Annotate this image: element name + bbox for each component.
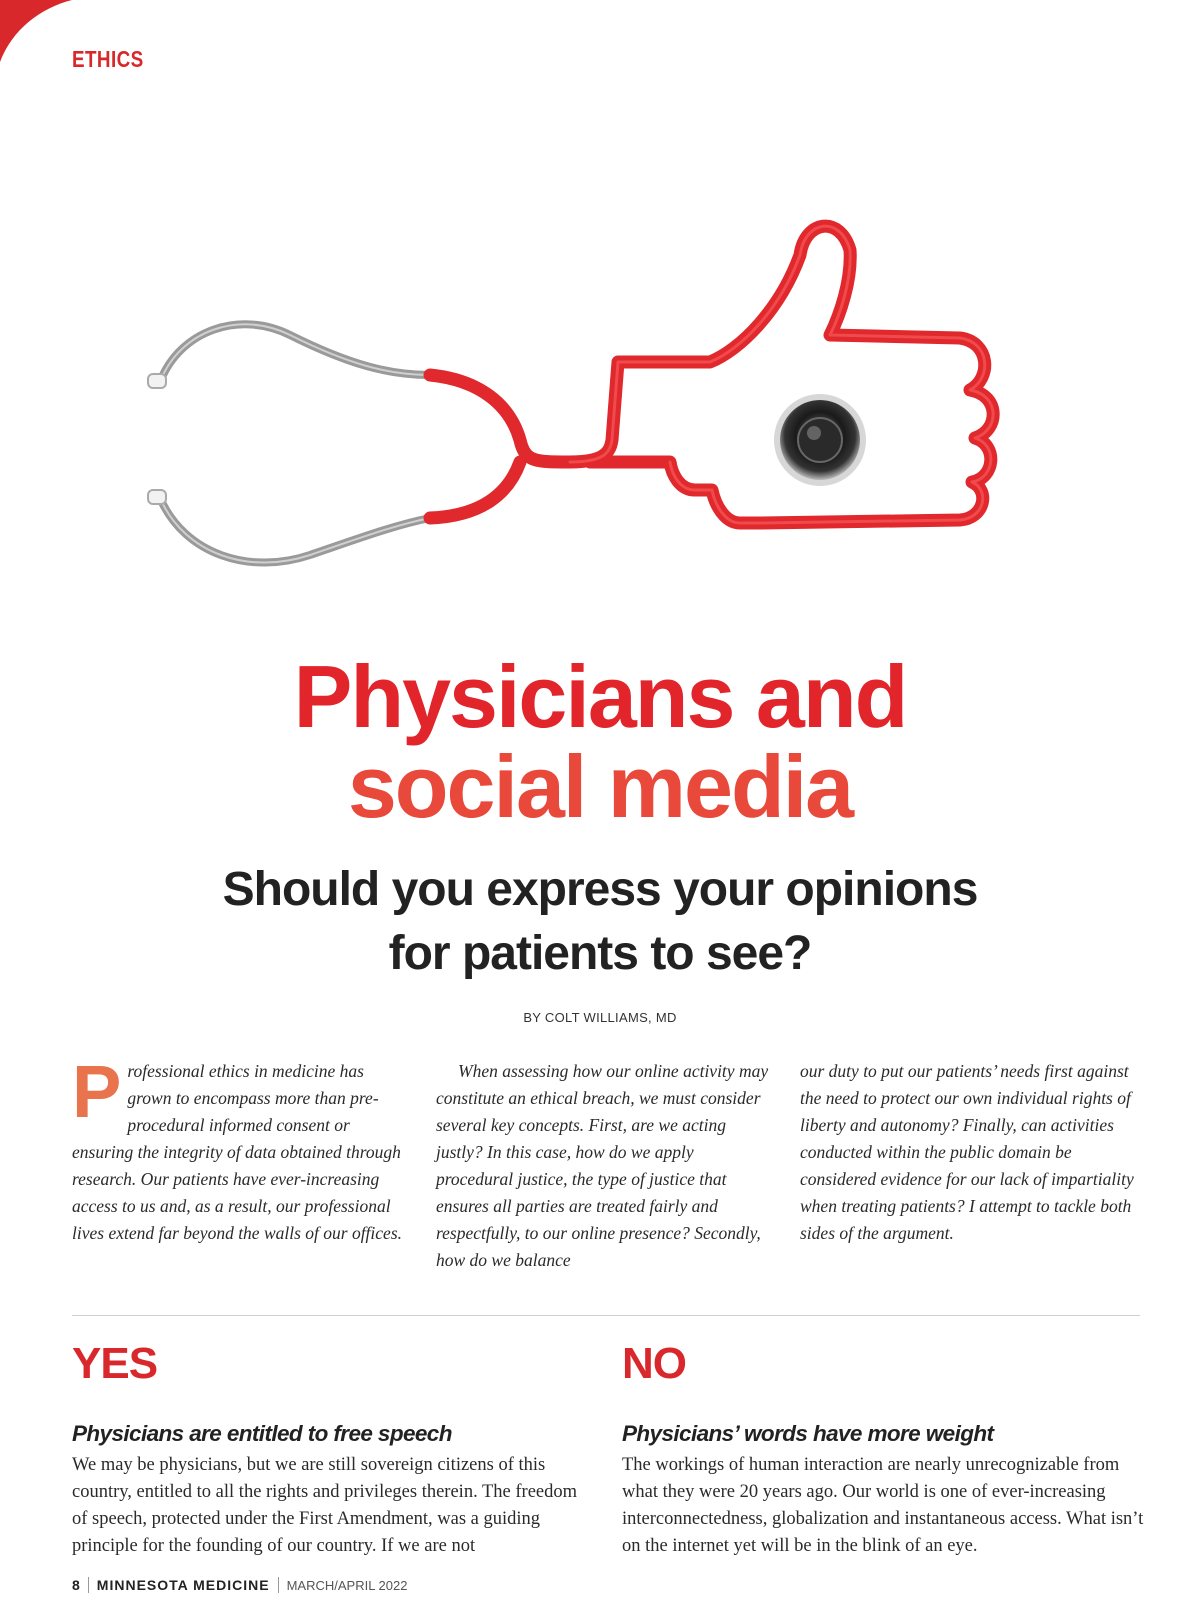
yes-heading: Physicians are entitled to free speech [72,1421,452,1446]
intro-column-3 [800,1058,1138,1247]
yes-section [72,1338,582,1560]
title-line-1: Physicians and [293,647,907,746]
no-heading: Physicians’ words have more weight [622,1421,994,1446]
intro-column-2 [436,1058,774,1274]
byline: BY COLT WILLIAMS, MD [523,1010,677,1025]
footer-separator [88,1577,89,1593]
section-divider [72,1315,1140,1316]
intro-column-1 [72,1050,410,1247]
title-line-2: social media [347,737,853,836]
subtitle-line-1: Should you express your opinions [222,863,978,916]
footer-separator [278,1577,279,1593]
no-section [622,1338,1152,1560]
article-subtitle [0,858,1200,986]
no-body: The workings of human interaction are nearly unrecognizable from what they were 20 years ago. Our world is one of ever-increasing interconnectedness, globalization and instantaneous access. What isn’t on the internet yet will be in the blink of an eye. [622,1455,1144,1556]
yes-body: We may be physicians, but we are still sovereign citizens of this country, entitled to all the rights and privileges therein. The freedom of speech, protected under the First Amendment, was a guiding principle for the founding of our country. If we are not [72,1455,578,1556]
corner-decoration [0,0,80,80]
intro-text-2: When assessing how our online activity may constitute an ethical breach, we must consider several key concepts. First, are we acting justly? In this case, how do we apply procedural justice, the type of justice that ensures all parties are treated fairly and respectfully, to our online presence? Secondly, how do we balance [436,1061,769,1270]
article-title [0,647,1200,836]
page-footer [72,1577,407,1593]
drop-cap: P [72,1050,122,1133]
page-number: 8 [72,1577,80,1593]
issue-date: MARCH/APRIL 2022 [286,1577,408,1593]
subtitle-line-2: for patients to see? [388,927,812,980]
magazine-name: MINNESOTA MEDICINE [96,1577,270,1593]
section-label: ETHICS [72,46,144,72]
intro-text-3: our duty to put our patients’ needs first against the need to protect our own individual rights of liberty and autonomy? Finally, can activities conducted within the public domain be considered evidence for our lack of impartiality when treating patients? I attempt to tackle both sides of the argument. [800,1061,1134,1243]
no-label: NO [622,1339,686,1388]
stethoscope-thumbs-up-image [140,200,1060,630]
yes-label: YES [72,1339,158,1388]
intro-text-1: rofessional ethics in medicine has grown to encompass more than pre-procedural informed consent or ensuring the integrity of data obtained through research. Our patients have ever-increasing access to us and, as a result, our professional lives extend far beyond the walls of our offices. [72,1061,403,1243]
